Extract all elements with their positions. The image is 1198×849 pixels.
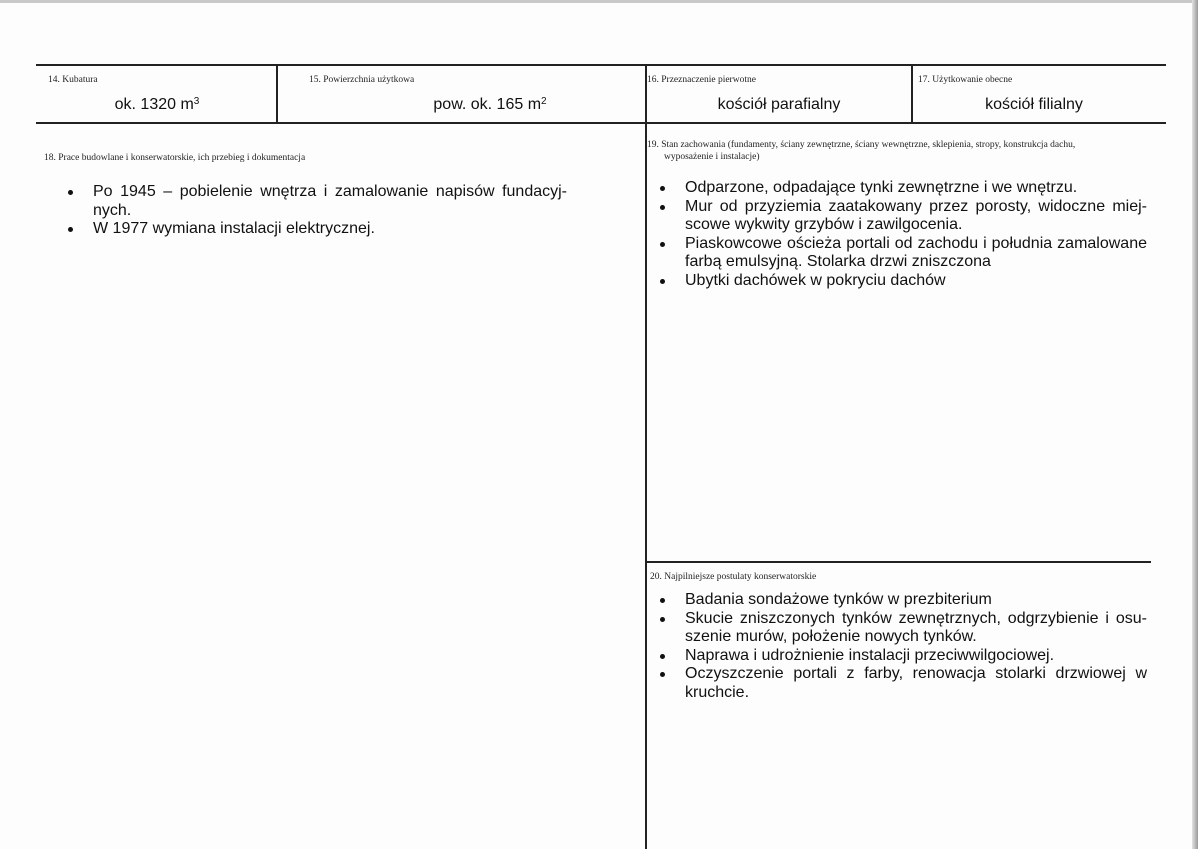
list-item: Mur od przyziemia zaatakowany przez porosty, widoczne miej-scowe wykwity grzybów i zawilgocenia. (656, 198, 1147, 235)
list-item: Oczyszczenie portali z farby, renowacja stolarki drzwiowej w kruchcie. (656, 665, 1147, 702)
list-item: Badania sondażowe tynków w prezbiterium (656, 591, 1147, 610)
field-kubatura-unit-exponent: 3 (193, 96, 200, 107)
scan-top-edge (0, 0, 1198, 3)
field-kubatura-label: 14. Kubatura (48, 75, 98, 85)
list-item: Po 1945 – pobielenie wnętrza i zamalowanie napisów fundacyj-nych. (64, 183, 567, 220)
grid-line-col-1 (276, 64, 278, 123)
section-prace-budowlane-label: 18. Prace budowlane i konserwatorskie, ich przebieg i dokumentacja (44, 153, 306, 163)
field-powierzchnia-text: pow. ok. 165 m (433, 96, 542, 113)
section-postulaty-list (656, 591, 1147, 702)
field-przeznaczenie-value: kościół parafialny (717, 96, 841, 113)
grid-line-header-bottom (36, 122, 1166, 124)
list-item: Odparzone, odpadające tynki zewnętrzne i we wnętrzu. (656, 179, 1147, 198)
field-kubatura-value (38, 95, 276, 115)
list-item: Naprawa i udrożnienie instalacji przeciwwilgociowej. (656, 647, 1147, 666)
grid-line-col-2 (911, 64, 913, 123)
section-stan-zachowania-list (656, 179, 1147, 290)
list-item: W 1977 wymiana instalacji elektrycznej. (64, 220, 567, 239)
field-uzytkowanie-label: 17. Użytkowanie obecne (918, 75, 1013, 85)
field-powierzchnia-value (400, 95, 580, 115)
section-stan-zachowania-label-line1: 19. Stan zachowania (fundamenty, ściany zewnętrzne, ściany wewnętrzne, sklepienia, stropy, konstrukcja dachu, (647, 140, 1076, 150)
field-przeznaczenie-label: 16. Przeznaczenie pierwotne (647, 75, 756, 85)
list-item: Ubytki dachówek w pokryciu dachów (656, 272, 1147, 291)
grid-line-top (36, 64, 1166, 66)
field-powierzchnia-label: 15. Powierzchnia użytkowa (309, 75, 415, 85)
list-item: Piaskowcowe ościeża portali od zachodu i południa zamalowane farbą emulsyjną. Stolarka drzwi zniszczona (656, 235, 1147, 272)
scan-right-edge (1192, 0, 1198, 849)
field-kubatura-text: ok. 1320 m (114, 96, 194, 113)
section-prace-budowlane-list (64, 183, 567, 239)
field-uzytkowanie-value: kościół filialny (985, 96, 1083, 113)
section-postulaty-label: 20. Najpilniejsze postulaty konserwatorskie (650, 572, 817, 582)
grid-line-center (645, 64, 647, 849)
section-stan-zachowania-label-line2: wyposażenie i instalacje) (664, 152, 760, 162)
grid-line-section-20-top (646, 561, 1151, 563)
field-powierzchnia-unit-exponent: 2 (541, 96, 547, 107)
list-item: Skucie zniszczonych tynków zewnętrznych, odgrzybienie i osu-szenie murów, położenie nowych tynków. (656, 610, 1147, 647)
